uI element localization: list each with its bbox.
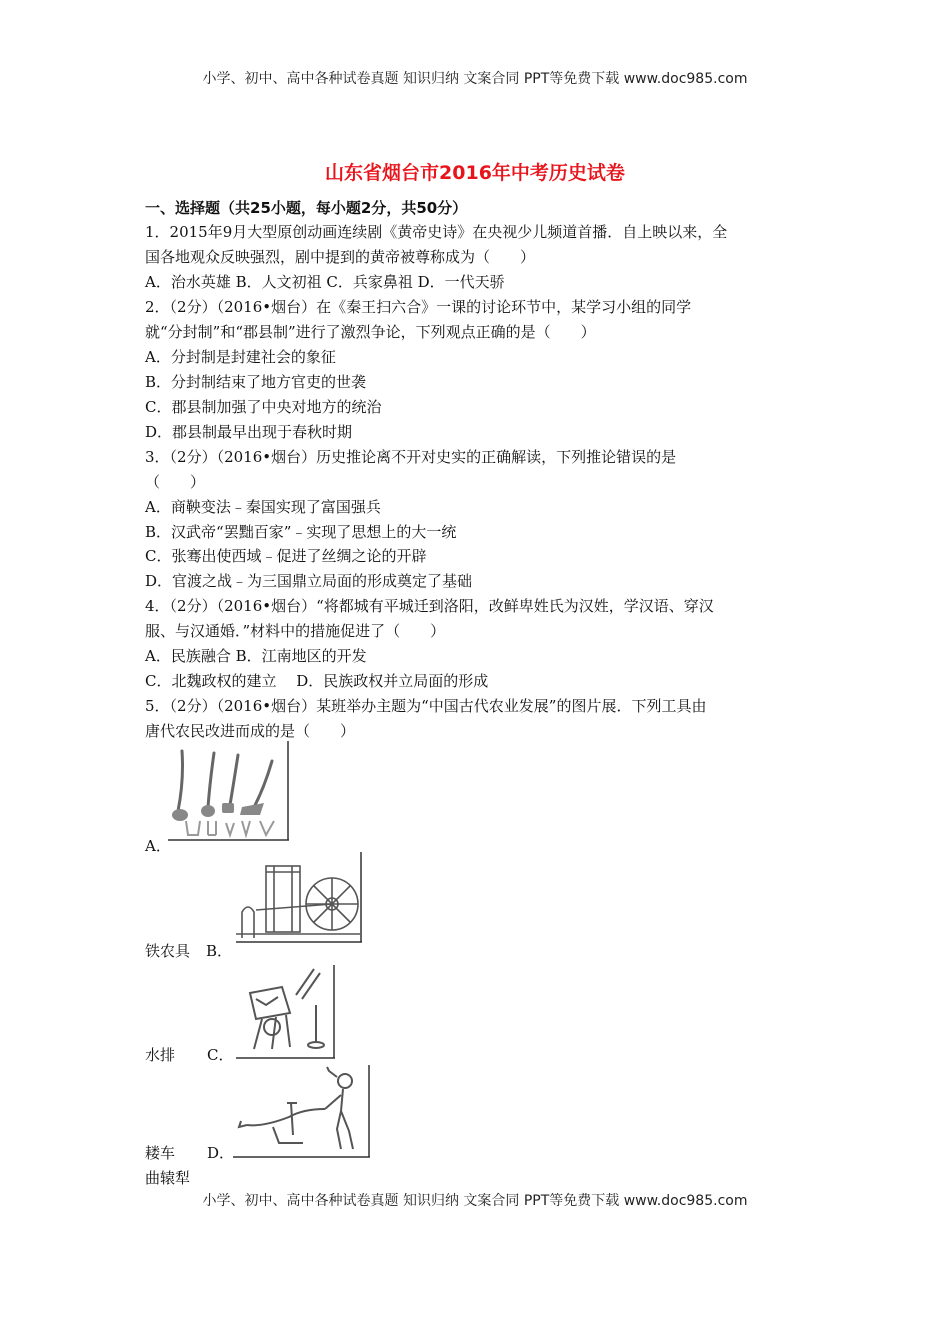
option-d-caption: 曲辕犁 — [145, 1169, 191, 1187]
question-2-option-d: D．郡县制最早出现于春秋时期 — [145, 423, 353, 441]
curved-plow-image — [233, 1065, 371, 1159]
option-c-label: C． — [207, 1046, 234, 1064]
question-4-line-2: 服、与汉通婚．”材料中的措施促进了（ ） — [145, 622, 446, 640]
option-a-caption: 铁农具 — [145, 942, 191, 960]
question-4-options-cd: C．北魏政权的建立 D．民族政权并立局面的形成 — [145, 672, 489, 690]
option-b-caption: 水排 — [145, 1046, 176, 1064]
option-b-label: B． — [206, 942, 233, 960]
question-3-option-a: A．商鞅变法﹣秦国实现了富国强兵 — [145, 498, 381, 516]
question-4-line-1: 4．（2分）（2016•烟台）“将都城有平城迁到洛阳，改鲜卑姓氏为汉姓，学汉语、穿汉 — [145, 597, 714, 615]
page-title: 山东省烟台市2016年中考历史试卷 — [325, 162, 625, 184]
question-3-option-d: D．官渡之战﹣为三国鼎立局面的形成奠定了基础 — [145, 572, 473, 590]
question-3-option-b: B．汉武帝“罢黜百家”﹣实现了思想上的大一统 — [145, 523, 457, 541]
question-2-option-a: A．分封制是封建社会的象征 — [145, 348, 336, 366]
water-bellows-image — [236, 852, 362, 944]
option-a-label: A． — [145, 837, 171, 855]
option-c-row — [145, 1045, 234, 1065]
question-5-line-2: 唐代农民改进而成的是（ ） — [145, 722, 356, 740]
option-c-caption: 耧车 — [145, 1144, 176, 1162]
question-2-option-c: C．郡县制加强了中央对地方的统治 — [145, 398, 382, 416]
question-3-option-c: C．张骞出使西域﹣促进了丝绸之论的开辟 — [145, 547, 427, 565]
question-4-options-ab: A．民族融合 B．江南地区的开发 — [145, 647, 367, 665]
option-d-label: D． — [207, 1144, 235, 1162]
iron-tools-image — [168, 741, 290, 841]
question-2-line-2: 就“分封制”和“郡县制”进行了激烈争论，下列观点正确的是（ ） — [145, 323, 596, 341]
section-heading: 一、选择题（共25小题，每小题2分，共50分） — [145, 199, 468, 217]
question-1-options: A．治水英雄 B．人文初祖 C．兵家鼻祖 D．一代天骄 — [145, 273, 505, 291]
question-1-line-2: 国各地观众反映强烈，剧中提到的黄帝被尊称成为（ ） — [145, 248, 536, 266]
page-footer: 小学、初中、高中各种试卷真题 知识归纳 文案合同 PPT等免费下载 www.doc985.com — [202, 1193, 748, 1209]
question-2-line-1: 2．（2分）（2016•烟台）在《秦王扫六合》一课的讨论环节中，某学习小组的同学 — [145, 298, 692, 316]
page-header: 小学、初中、高中各种试卷真题 知识归纳 文案合同 PPT等免费下载 www.doc985.com — [202, 71, 748, 87]
option-d-row — [145, 1143, 234, 1163]
question-3-line-2: （ ） — [145, 473, 206, 491]
question-5-line-1: 5．（2分）（2016•烟台）某班举办主题为“中国古代农业发展”的图片展．下列工具由 — [145, 697, 707, 715]
seed-drill-image — [236, 965, 336, 1059]
question-2-option-b: B．分封制结束了地方官吏的世袭 — [145, 373, 367, 391]
option-b-row — [145, 941, 232, 961]
question-3-line-1: 3．（2分）（2016•烟台）历史推论离不开对史实的正确解读，下列推论错误的是 — [145, 448, 677, 466]
question-1-line-1: 1．2015年9月大型原创动画连续剧《黄帝史诗》在央视少儿频道首播．自上映以来，全 — [145, 223, 728, 241]
